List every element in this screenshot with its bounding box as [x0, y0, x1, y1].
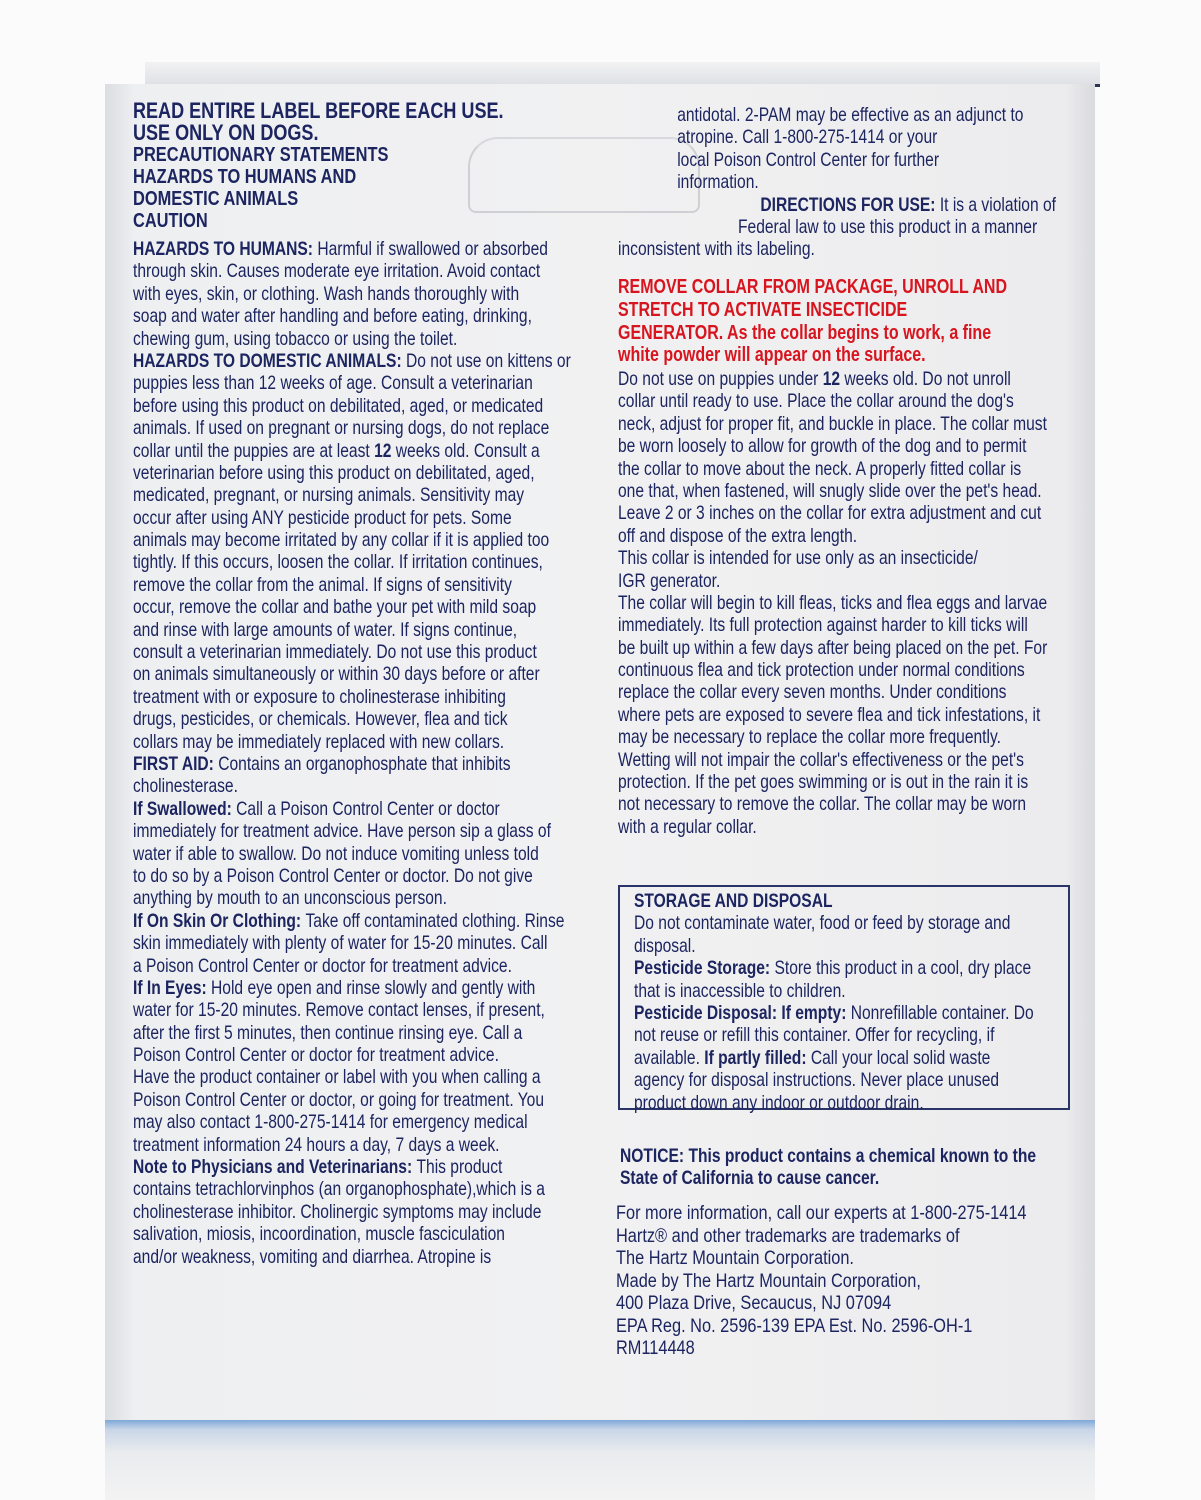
text-line — [634, 980, 1034, 1002]
text-line — [618, 749, 1047, 771]
text-line — [133, 686, 571, 708]
text-line — [133, 1246, 571, 1268]
text-line — [618, 413, 1047, 435]
body-text: disposal. — [634, 934, 696, 957]
text-line — [133, 641, 571, 663]
text-line — [133, 910, 571, 932]
text-line — [133, 238, 571, 260]
text-line — [133, 462, 571, 484]
body-text: weeks old. Do not unroll — [840, 368, 1011, 390]
body-text: through skin. Causes moderate eye irritation. Avoid contact — [133, 260, 541, 283]
text-line — [634, 1024, 1034, 1046]
body-text: Federal law to use this product in a manner — [738, 215, 1038, 238]
text-line — [133, 820, 571, 842]
body-text: the collar to move about the neck. A properly fitted collar is — [618, 457, 1022, 480]
text-line: GENERATOR. As the collar begins to work, a fine — [618, 321, 992, 344]
text-line — [133, 955, 571, 977]
body-text: and rinse with large amounts of water. If signs continue, — [133, 618, 518, 641]
body-text: a Poison Control Center or doctor for treatment advice. — [133, 954, 512, 977]
body-text: Poison Control Center or doctor, or going for treatment. You — [133, 1088, 545, 1111]
body-text: drugs, pesticides, or chemicals. However, flea and tick — [133, 708, 508, 731]
text-line — [133, 1089, 571, 1111]
text-line: REMOVE COLLAR FROM PACKAGE, UNROLL AND — [618, 276, 1008, 298]
body-text: and/or weakness, vomiting and diarrhea. Atropine is — [133, 1245, 492, 1268]
body-text: not reuse or refill this container. Offer for recycling, if — [634, 1024, 995, 1047]
text-line — [133, 708, 571, 730]
text-line — [618, 149, 1056, 171]
body-text: one that, when fastened, will snugly slide over the pet's head. — [618, 479, 1042, 502]
text-line — [133, 440, 571, 462]
body-text: protection. If the pet goes swimming or is out in the rain it is — [618, 771, 1029, 794]
body-text: Wetting will not impair the collar's effectiveness or the pet's — [618, 748, 1024, 771]
bold-label: 12 — [374, 439, 392, 462]
text-line — [618, 502, 1047, 524]
text-line — [618, 171, 1056, 193]
text-line — [618, 216, 1056, 238]
body-text: cholinesterase inhibitor. Cholinergic symptoms may include — [133, 1200, 542, 1223]
text-line — [133, 283, 571, 305]
text-line — [634, 1069, 1034, 1091]
body-text: collar until the puppies are at least — [133, 439, 375, 462]
text-line: PRECAUTIONARY STATEMENTS — [133, 144, 389, 166]
body-text: skin immediately with plenty of water for 15-20 minutes. Call — [133, 932, 548, 955]
text-line — [133, 574, 571, 596]
text-line — [618, 480, 1047, 502]
text-line: USE ONLY ON DOGS. — [133, 120, 319, 145]
text-line — [618, 614, 1047, 636]
body-text: occur after using ANY pesticide product for pets. Some — [133, 506, 512, 529]
text-line — [618, 592, 1047, 614]
body-text: be worn loosely to allow for growth of the dog and to permit — [618, 435, 1027, 458]
activation-warning — [618, 276, 1104, 367]
text-line — [133, 350, 571, 372]
text-line — [133, 731, 571, 753]
text-line — [634, 912, 1034, 934]
text-line — [618, 637, 1047, 659]
body-text: collars may be immediately replaced with new collars. — [133, 730, 505, 753]
text-line — [133, 798, 571, 820]
body-text: continuous flea and tick protection under normal conditions — [618, 659, 1025, 682]
text-line — [133, 753, 571, 775]
text-line — [618, 525, 1047, 547]
text-line — [133, 1134, 571, 1156]
body-text: Call your local solid waste — [810, 1046, 991, 1069]
precautionary-statements — [133, 238, 680, 1268]
text-line — [133, 1022, 571, 1044]
body-text: cholinesterase. — [133, 775, 238, 798]
body-text: may also contact 1-800-275-1414 for emergency medical — [133, 1111, 528, 1134]
box-bottom-edge — [105, 1420, 1095, 1500]
body-text: animals may become irritated by any collar if it is applied too — [133, 529, 550, 552]
body-text: It is a violation of — [939, 193, 1057, 216]
body-text: atropine. Call 1-800-275-1414 or your — [677, 126, 938, 149]
manufacturer-footer — [616, 1203, 1093, 1361]
text-line — [618, 570, 1047, 592]
body-text: after the first 5 minutes, then continue rinsing eye. Call a — [133, 1021, 523, 1044]
text-line: DOMESTIC ANIMALS — [133, 188, 299, 210]
text-line: HAZARDS TO HUMANS AND — [133, 166, 357, 188]
text-line: NOTICE: This product contains a chemical known to the — [620, 1145, 1037, 1167]
body-text: This collar is intended for use only as an insecticide/ — [618, 547, 978, 570]
body-text: collar until ready to use. Place the collar around the dog's — [618, 390, 1014, 413]
text-line — [133, 1066, 571, 1088]
text-line — [634, 1047, 1034, 1069]
text-line — [133, 507, 571, 529]
bold-label: DIRECTIONS FOR USE: — [760, 193, 940, 216]
body-text: not necessary to remove the collar. The collar may be worn — [618, 793, 1027, 816]
body-text: information. — [677, 171, 759, 194]
body-text: immediately. Its full protection against harder to kill ticks will — [618, 614, 1028, 637]
text-line — [133, 843, 571, 865]
body-text: Call a Poison Control Center or doctor — [236, 797, 500, 820]
storage-and-disposal-box — [618, 885, 1070, 1114]
body-text: Poison Control Center or doctor for treatment advice. — [133, 1044, 499, 1067]
body-text: where pets are exposed to severe flea and tick infestations, it — [618, 703, 1041, 726]
bold-label: If Swallowed: — [133, 797, 237, 820]
text-line — [133, 977, 571, 999]
body-text: tightly. If this occurs, loosen the collar. If irritation continues, — [133, 551, 543, 574]
text-line: RM114448 — [616, 1338, 695, 1359]
body-text: occur, remove the collar and bathe your pet with mild soap — [133, 596, 537, 619]
text-line — [133, 1111, 571, 1133]
text-line — [133, 619, 571, 641]
body-text: Nonrefillable container. Do — [850, 1001, 1034, 1024]
text-line — [133, 887, 571, 909]
text-line — [618, 194, 1056, 216]
text-line — [133, 932, 571, 954]
bold-label: HAZARDS TO HUMANS: — [133, 238, 318, 260]
text-line — [133, 260, 571, 282]
bold-label: If On Skin Or Clothing: — [133, 909, 306, 932]
body-text: treatment with or exposure to cholinesterase inhibiting — [133, 685, 506, 708]
text-line — [133, 1223, 571, 1245]
text-line — [133, 865, 571, 887]
bold-label: FIRST AID: — [133, 752, 219, 775]
body-text: contains tetrachlorvinphos (an organophosphate),which is a — [133, 1178, 545, 1201]
bold-label: Pesticide Disposal: If empty: — [634, 1001, 851, 1024]
body-text: chewing gum, using tobacco or using the toilet. — [133, 327, 458, 350]
body-text: consult a veterinarian immediately. Do not use this product — [133, 641, 537, 664]
directions-intro — [618, 104, 1166, 261]
body-text: puppies less than 12 weeks of age. Consult a veterinarian — [133, 372, 533, 395]
text-line: EPA Reg. No. 2596-139 EPA Est. No. 2596-OH-1 — [616, 1315, 973, 1337]
body-text: with a regular collar. — [618, 815, 757, 838]
text-line: STORAGE AND DISPOSAL — [634, 890, 833, 912]
body-text: that is inaccessible to children. — [634, 979, 846, 1002]
bold-label: If partly filled: — [704, 1046, 811, 1069]
text-line — [133, 529, 571, 551]
body-text: replace the collar every seven months. Under conditions — [618, 681, 1007, 704]
text-line — [634, 935, 1034, 957]
body-text: water if able to swallow. Do not induce vomiting unless told — [133, 842, 539, 865]
body-text: remove the collar from the animal. If signs of sensitivity — [133, 573, 512, 596]
text-line: Made by The Hartz Mountain Corporation, — [616, 1270, 921, 1292]
body-text: This product — [416, 1156, 503, 1179]
body-text: Do not use on kittens or — [406, 349, 571, 372]
text-line — [133, 551, 571, 573]
text-line: STRETCH TO ACTIVATE INSECTICIDE — [618, 298, 908, 321]
text-line — [133, 328, 571, 350]
text-line: State of California to cause cancer. — [620, 1167, 880, 1190]
text-line — [618, 659, 1047, 681]
text-line — [618, 458, 1047, 480]
text-line — [133, 417, 571, 439]
text-line: Hartz® and other trademarks are trademarks of — [616, 1225, 960, 1247]
bold-label: Note to Physicians and Veterinarians: — [133, 1156, 417, 1179]
body-text: salivation, miosis, incoordination, muscle fasciculation — [133, 1223, 505, 1246]
text-line: CAUTION — [133, 210, 208, 232]
text-line: 400 Plaza Drive, Secaucus, NJ 07094 — [616, 1293, 892, 1314]
text-line — [618, 390, 1047, 412]
text-line — [618, 435, 1047, 457]
body-text: Hold eye open and rinse slowly and gently with — [211, 976, 536, 999]
body-text: Store this product in a cool, dry place — [774, 957, 1032, 980]
text-line — [133, 395, 571, 417]
body-text: Leave 2 or 3 inches on the collar for extra adjustment and cut — [618, 502, 1042, 525]
text-line — [618, 238, 1056, 260]
body-text: water for 15-20 minutes. Remove contact lenses, if present, — [133, 999, 545, 1022]
body-text: Take off contaminated clothing. Rinse — [305, 909, 565, 932]
text-line — [618, 771, 1047, 793]
body-text: anything by mouth to an unconscious person. — [133, 887, 447, 910]
text-line — [133, 775, 571, 797]
text-line — [133, 663, 571, 685]
text-line — [618, 547, 1047, 569]
body-text: treatment information 24 hours a day, 7 days a week. — [133, 1133, 500, 1156]
body-text: on animals simultaneously or within 30 days before or after — [133, 663, 540, 686]
text-line — [618, 726, 1047, 748]
text-line — [618, 104, 1056, 126]
text-line — [133, 372, 571, 394]
body-text: weeks old. Consult a — [391, 439, 540, 462]
california-notice — [620, 1145, 1140, 1190]
body-text: soap and water after handling and before eating, drinking, — [133, 305, 532, 328]
text-line — [618, 816, 1047, 838]
body-text: to do so by a Poison Control Center or doctor. Do not give — [133, 864, 533, 887]
text-line — [133, 1201, 571, 1223]
body-text: with eyes, skin, or clothing. Wash hands thoroughly with — [133, 282, 520, 305]
text-line — [133, 1178, 571, 1200]
body-text: Do not contaminate water, food or feed by storage and — [634, 912, 1011, 935]
body-text: inconsistent with its labeling. — [618, 238, 815, 261]
bold-label: Pesticide Storage: — [634, 957, 775, 980]
body-text: available. — [634, 1046, 705, 1069]
text-line — [634, 1002, 1034, 1024]
body-text: Do not use on puppies under — [618, 368, 823, 390]
body-text: before using this product on debilitated, aged, or medicated — [133, 394, 544, 417]
body-text: immediately for treatment advice. Have person sip a glass of — [133, 820, 551, 843]
text-line — [618, 126, 1056, 148]
text-line — [133, 999, 571, 1021]
text-line: READ ENTIRE LABEL BEFORE EACH USE. — [133, 98, 504, 123]
bold-label: 12 — [822, 368, 841, 390]
left-headings — [133, 100, 585, 232]
text-line — [133, 1044, 571, 1066]
body-text: neck, adjust for proper fit, and buckle in place. The collar must — [618, 412, 1047, 435]
body-text: may be necessary to replace the collar more frequently. — [618, 726, 1001, 749]
text-line — [133, 305, 571, 327]
body-text: agency for disposal instructions. Never place unused — [634, 1069, 1000, 1092]
body-text: Contains an organophosphate that inhibits — [218, 752, 511, 775]
body-text: product down any indoor or outdoor drain. — [634, 1091, 924, 1114]
body-text: Have the product container or label with you when calling a — [133, 1066, 541, 1089]
body-text: off and dispose of the extra length. — [618, 524, 858, 547]
body-text: IGR generator. — [618, 569, 721, 592]
bold-label: If In Eyes: — [133, 976, 212, 999]
text-line — [133, 596, 571, 618]
body-text: antidotal. 2-PAM may be effective as an adjunct to — [677, 104, 1024, 126]
body-text: Harmful if swallowed or absorbed — [317, 238, 548, 260]
body-text: The collar will begin to kill fleas, ticks and flea eggs and larvae — [618, 591, 1048, 614]
text-line — [634, 1092, 1034, 1114]
text-line: The Hartz Mountain Corporation. — [616, 1248, 854, 1269]
text-line — [133, 1156, 571, 1178]
text-line — [618, 793, 1047, 815]
directions-for-use — [618, 368, 1155, 838]
text-line — [618, 704, 1047, 726]
text-line — [618, 681, 1047, 703]
text-line: For more information, call our experts at 1-800-275-1414 — [616, 1203, 1027, 1224]
body-text: animals. If used on pregnant or nursing dogs, do not replace — [133, 417, 550, 440]
text-line — [133, 484, 571, 506]
body-text: local Poison Control Center for further — [677, 148, 940, 171]
text-line — [618, 368, 1047, 390]
body-text: medicated, pregnant, or nursing animals. Sensitivity may — [133, 484, 525, 507]
text-line — [634, 957, 1034, 979]
text-line: white powder will appear on the surface. — [618, 344, 926, 367]
bold-label: HAZARDS TO DOMESTIC ANIMALS: — [133, 349, 406, 372]
body-text: be built up within a few days after being placed on the pet. For — [618, 636, 1048, 659]
body-text: veterinarian before using this product on debilitated, aged, — [133, 461, 535, 484]
